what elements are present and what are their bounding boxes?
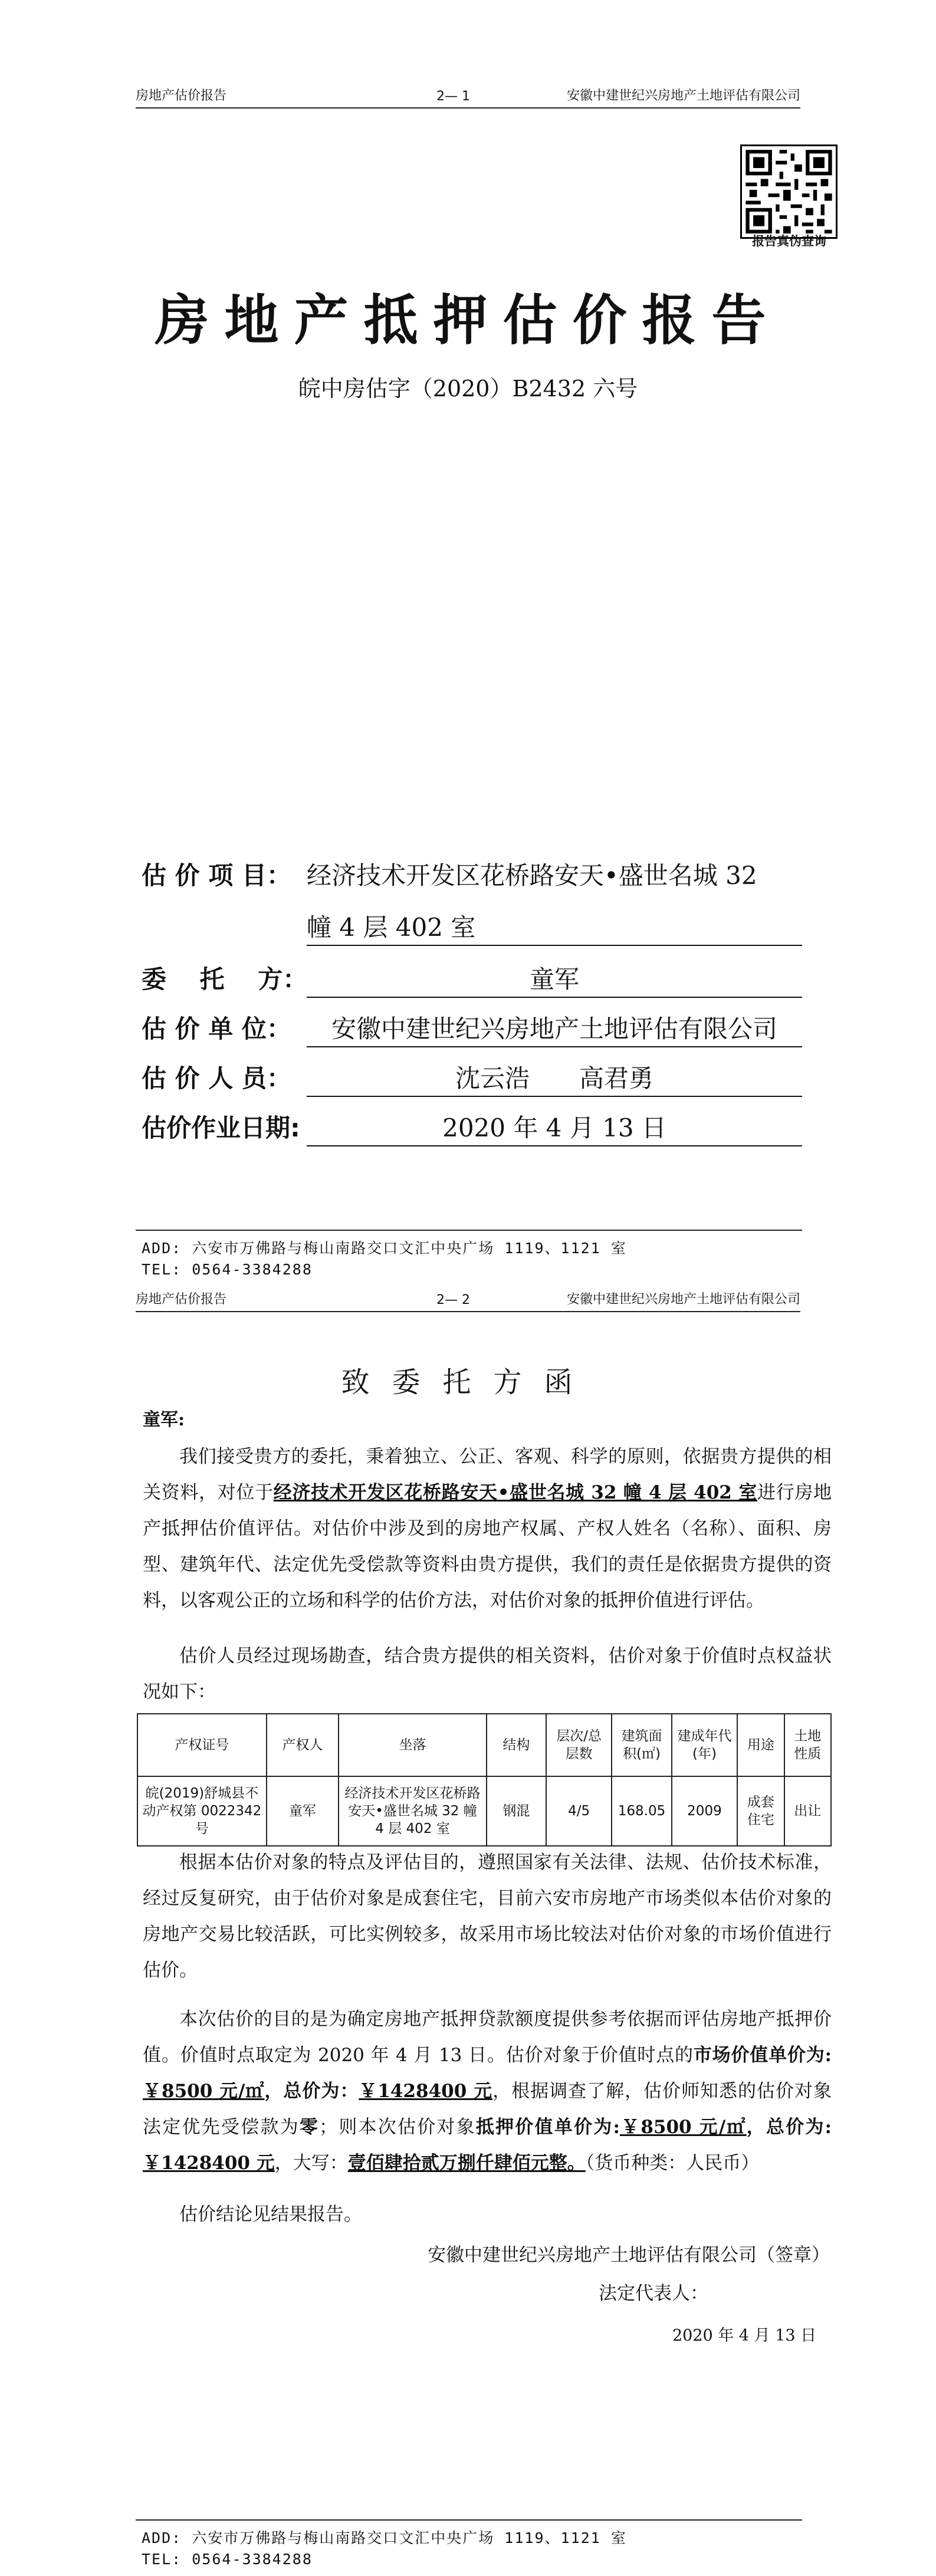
header-right: 安徽中建世纪兴房地产土地评估有限公司 xyxy=(566,88,800,103)
footer-address: ADD: 六安市万佛路与梅山南路交口文汇中央广场 1119、1121 室 xyxy=(142,1240,627,1257)
table-header: 产权人 xyxy=(267,1714,339,1776)
p4-text-c: ，根据调查了解，估价师知悉的估价对象法定优先受偿款为 xyxy=(143,2081,832,2138)
letter-paragraph-1 xyxy=(143,1439,832,1619)
footer-phone: TEL: 0564-3384288 xyxy=(142,2551,313,2568)
table-cell: 童军 xyxy=(267,1776,339,1846)
letter-paragraph-4 xyxy=(143,2002,832,2181)
staff-value: 沈云浩 高君勇 xyxy=(307,1059,802,1097)
page-header xyxy=(136,84,800,109)
p4-currency-note: （货币种类：人民币） xyxy=(585,2153,760,2174)
legal-representative: 法定代表人： xyxy=(599,2283,708,2304)
table-header: 坐落 xyxy=(339,1714,487,1776)
mortgage-total-price: ￥1428400 元 xyxy=(143,2153,275,2174)
cover-page xyxy=(0,0,936,1286)
table-cell: 经济技术开发区花桥路安天•盛世名城 32 幢 4 层 402 室 xyxy=(339,1776,487,1846)
project-value-line1: 经济技术开发区花桥路安天•盛世名城 32 xyxy=(307,861,757,890)
header-page-number: 2— 1 xyxy=(436,89,470,104)
unit-value: 安徽中建世纪兴房地产土地评估有限公司 xyxy=(307,1010,802,1047)
amount-in-words: 壹佰肆拾贰万捌仟肆佰元整。 xyxy=(347,2153,586,2174)
header-left: 房地产估价报告 xyxy=(136,88,227,103)
letter-paragraph-3: 根据本估价对象的特点及评估目的，遵照国家有关法律、法规、估价技术标准，经过反复研究，由于估价对象是成套住宅，目前六安市房地产市场类似本估价对象的房地产交易比较活跃，可比实例较多，故采用市场比较法对估价对象的市场价值进行估价。 xyxy=(143,1852,832,1981)
table-header: 层次/总层数 xyxy=(546,1714,612,1776)
project-value-line2: 幢 4 层 402 室 xyxy=(307,908,802,946)
work-date-label: 估价作业日期: xyxy=(142,1113,300,1142)
letter-paragraph-5: 估价结论见结果报告。 xyxy=(179,2204,362,2225)
header-page-number: 2— 2 xyxy=(436,1293,470,1307)
work-date-value: 2020 年 4 月 13 日 xyxy=(307,1109,802,1146)
p4-text-a: 本次估价的目的是为确定房地产抵押贷款额度提供参考依据而评估房地产抵押价值。价值时点取定为 2020 年 4 月 13 日。估价对象于价值时点的 xyxy=(143,2009,832,2066)
table-cell: 成套住宅 xyxy=(737,1776,784,1846)
table-cell: 出让 xyxy=(784,1776,831,1846)
footer-divider xyxy=(136,2519,802,2521)
mortgage-total-label: ，总价为: xyxy=(746,2117,832,2138)
letter-title: 致委托方函 xyxy=(341,1366,595,1399)
table-cell: 4/5 xyxy=(546,1776,612,1846)
project-label: 估 价 项 目： xyxy=(142,861,291,890)
header-right: 安徽中建世纪兴房地产土地评估有限公司 xyxy=(566,1292,800,1307)
mortgage-unit-price-label: 抵押价值单价为: xyxy=(475,2117,620,2138)
qr-code xyxy=(740,144,838,239)
client-value: 童军 xyxy=(307,960,802,998)
page-header xyxy=(136,1287,800,1312)
property-address: 经济技术开发区花桥路安天•盛世名城 32 幢 4 层 402 室 xyxy=(273,1482,757,1503)
report-reference-number: 皖中房估字（2020）B2432 六号 xyxy=(298,376,638,402)
footer-address: ADD: 六安市万佛路与梅山南路交口文汇中央广场 1119、1121 室 xyxy=(142,2529,627,2547)
property-rights-table xyxy=(137,1713,832,1846)
market-total-price: ￥1428400 元 xyxy=(359,2081,493,2102)
letter-paragraph-2: 估价人员经过现场勘查，结合贵方提供的相关资料，估价对象于价值时点权益状况如下： xyxy=(143,1645,832,1703)
table-header: 建筑面积(㎡) xyxy=(612,1714,671,1776)
table-row xyxy=(137,1776,831,1846)
market-unit-price: ￥8500 元/㎡ xyxy=(143,2081,265,2102)
table-cell: 钢混 xyxy=(487,1776,546,1846)
table-header: 建成年代(年) xyxy=(672,1714,738,1776)
table-header-row xyxy=(137,1714,831,1776)
p1-text-b: 进行房地产抵押估价值评估。对估价中涉及到的房地产权属、产权人姓名（名称）、面积、房型、建筑年代、法定优先受偿款等资料由贵方提供，我们的责任是依据贵方提供的资料，以客观公正的立场和科学的估价方法，对估价对象的抵押价值进行评估。 xyxy=(143,1482,832,1611)
table-cell: 168.05 xyxy=(612,1776,671,1846)
table-header: 结构 xyxy=(487,1714,546,1776)
unit-label: 估 价 单 位： xyxy=(142,1014,291,1043)
table-header: 土地性质 xyxy=(784,1714,831,1776)
header-left: 房地产估价报告 xyxy=(136,1292,227,1307)
qr-caption: 报告真伪查询 xyxy=(752,234,826,248)
priority-claim-value: 零 xyxy=(299,2117,320,2138)
staff-label: 估 价 人 员： xyxy=(142,1064,291,1093)
footer-divider xyxy=(136,1230,802,1231)
company-signature: 安徽中建世纪兴房地产土地评估有限公司（签章） xyxy=(428,2245,830,2266)
table-header: 用途 xyxy=(737,1714,784,1776)
p1-text-a: 我们接受贵方的委托，秉着独立、公正、客观、科学的原则，依据贵方提供的相关资料，对位于 xyxy=(143,1446,832,1503)
table-cell: 2009 xyxy=(672,1776,738,1846)
mortgage-unit-price: ￥8500 元/㎡ xyxy=(619,2117,747,2138)
report-title: 房地产抵押估价报告 xyxy=(155,289,781,352)
table-header: 产权证号 xyxy=(137,1714,267,1776)
p4-text-e: ，大写： xyxy=(274,2153,348,2174)
letter-salutation: 童军: xyxy=(143,1409,185,1430)
table-cell: 皖(2019)舒城县不动产权第 0022342 号 xyxy=(137,1776,267,1846)
client-label: 委 托 方： xyxy=(142,965,308,994)
letter-date: 2020 年 4 月 13 日 xyxy=(672,2327,817,2345)
p4-text-d: ；则本次估价对象 xyxy=(319,2117,476,2138)
market-unit-price-label: 市场价值单价为: xyxy=(693,2045,832,2066)
market-total-label: ，总价为： xyxy=(264,2081,359,2102)
footer-phone: TEL: 0564-3384288 xyxy=(142,1261,313,1278)
